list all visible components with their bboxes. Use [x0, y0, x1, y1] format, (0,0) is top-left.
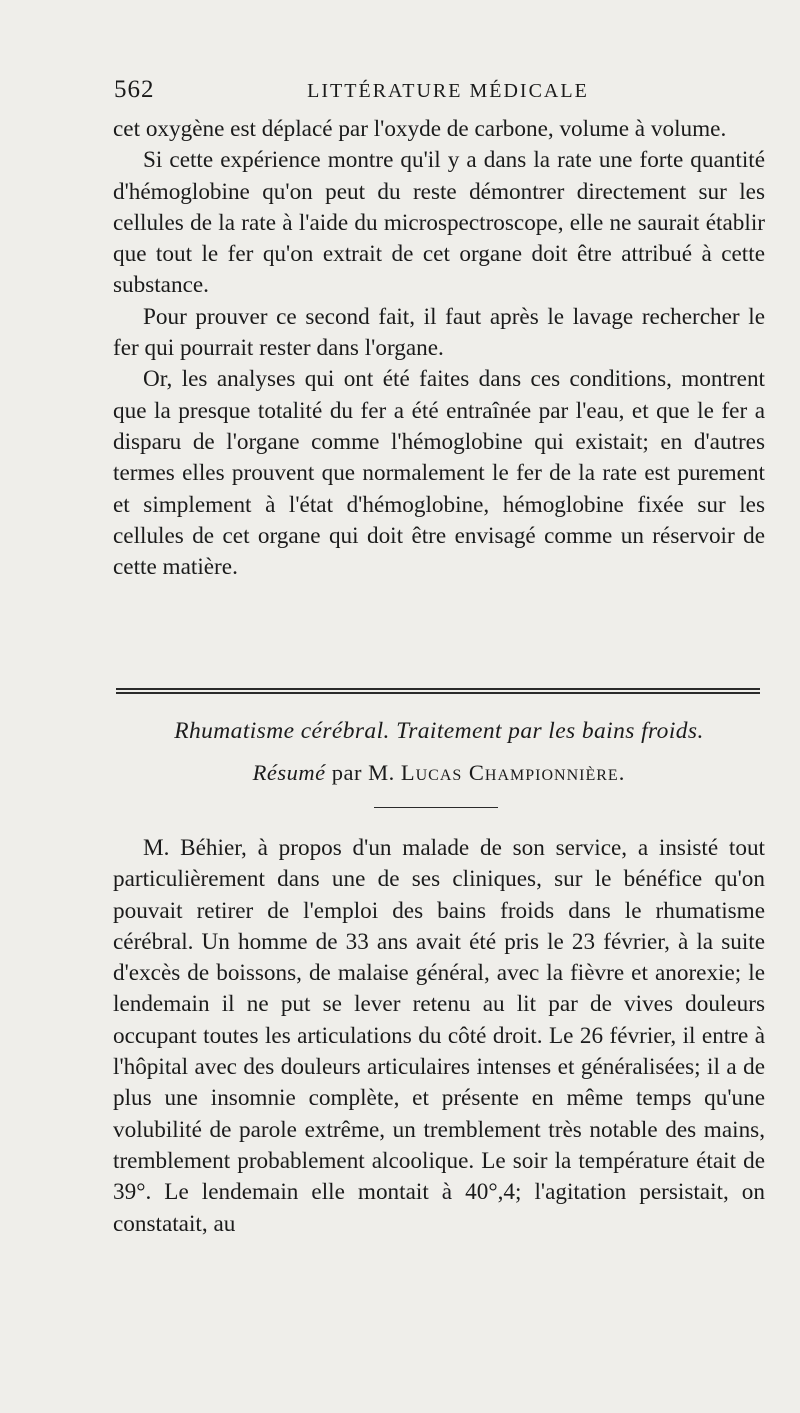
running-title: LITTÉRATURE MÉDICALE	[307, 80, 589, 102]
article-summary-line	[113, 760, 765, 786]
paragraph: M. Béhier, à propos d'un malade de son service, a insisté tout particulièrement dans une de ses cliniques, sur le bénéfice qu'on pouvait retirer de l'emploi des bains froids dans le rhumatisme cérébral. Un homme de 33 ans avait été pris le 23 février, à la suite d'excès de boissons, de malaise général, avec la fièvre et anorexie; le lendemain il ne put se lever retenu au lit par de vives douleurs occupant toutes les articulations du côté droit. Le 26 février, il entre à l'hôpital avec des douleurs articulaires intenses et généralisées; il a de plus une insomnie complète, et présente en même temps qu'une volubilité de parole extrême, un tremblement très notable des mains, tremblement probablement alcoolique. Le soir la température était de 39°. Le lendemain elle montait à 40°,4; l'agitation persistait, on constatait, au	[113, 835, 765, 1237]
section-separator	[116, 688, 760, 694]
body-text-top	[113, 114, 765, 583]
author-name: Lucas Championnière.	[400, 760, 626, 785]
summary-by: par M.	[325, 760, 401, 785]
paragraph: Or, les analyses qui ont été faites dans ces conditions, montrent que la presque totalité du fer a été entraînée par l'eau, et que le fer a disparu de l'organe comme l'hémoglobine qui existait; en d'autres termes elles prouvent que normalement le fer de la rate est purement et simplement à l'état d'hémoglobine, hémoglobine fixée sur les cellules de cet organe qui doit être envisagé comme un réservoir de cette matière.	[113, 366, 765, 581]
paragraph: cet oxygène est déplacé par l'oxyde de carbone, volume à volume.	[113, 116, 727, 142]
short-rule	[374, 807, 498, 808]
article-title: Rhumatisme cérébral. Traitement par les bains froids.	[174, 718, 704, 744]
paragraph: Si cette expérience montre qu'il y a dans la rate une forte quantité d'hémoglobine qu'on peut du reste démontrer directement sur les cellules de la rate à l'aide du microspectroscope, elle ne saurait établir que tout le fer qu'on extrait de cet organe doit être attribué à cette substance.	[113, 147, 765, 299]
paragraph: Pour prouver ce second fait, il faut après le lavage rechercher le fer qui pourrait rester dans l'organe.	[113, 303, 765, 362]
summary-label: Résumé	[252, 760, 326, 785]
page-number: 562	[114, 76, 155, 103]
body-text-bottom	[113, 833, 765, 1240]
running-head	[108, 76, 768, 106]
